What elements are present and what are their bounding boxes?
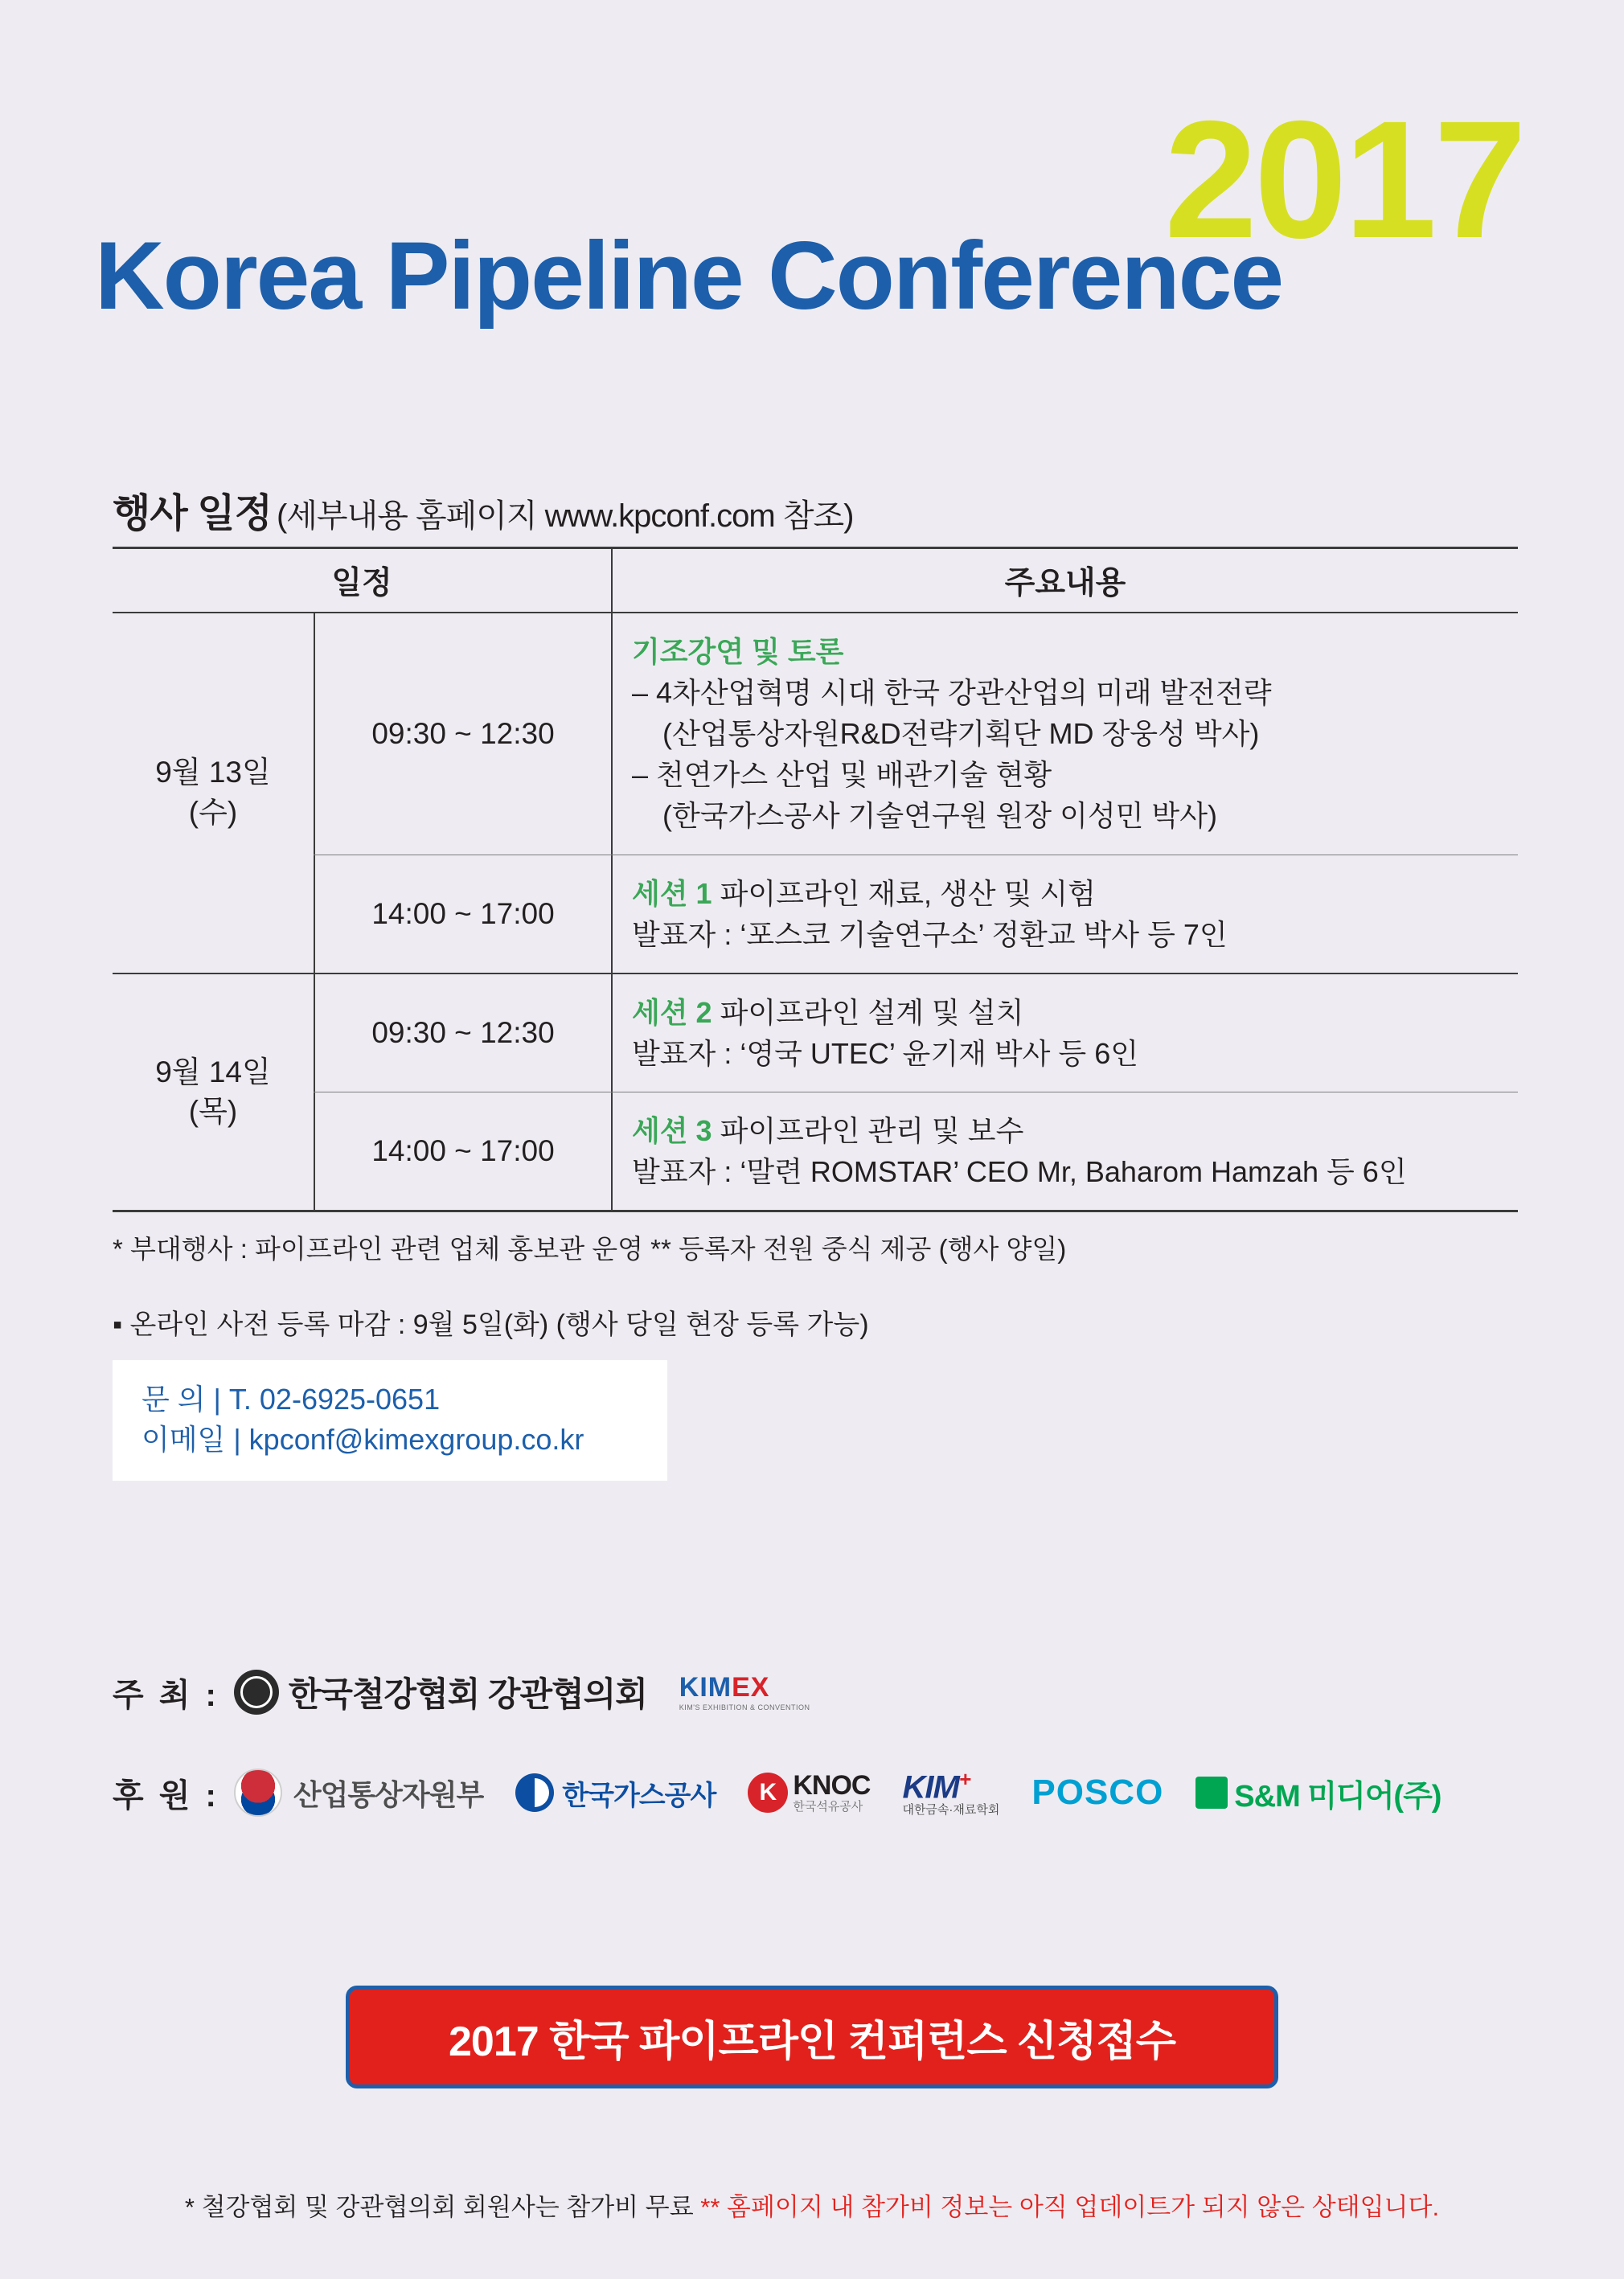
logo-ksa-steel-pipe [234, 1668, 647, 1716]
ksa-emblem-icon [234, 1670, 279, 1715]
contact-email: 이메일 | kpconf@kimexgroup.co.kr [141, 1422, 584, 1456]
title-main: Korea Pipeline Conference [95, 222, 1283, 330]
logo-kim [902, 1769, 999, 1817]
table-cell-day-weekday: (목) [188, 1095, 238, 1129]
contact-phone: 문 의 | T. 02-6925-0651 [141, 1383, 441, 1416]
keynote-item-2-sub: (한국가스공사 기술연구원 원장 이성민 박사) [662, 799, 1217, 833]
logo-motie [234, 1769, 483, 1817]
logo-kogas [515, 1773, 716, 1813]
logo-kim-sub: 대한금속·재료학회 [902, 1803, 1000, 1818]
keynote-item-1: – 4차산업혁명 시대 한국 강관산업의 미래 발전전략 [632, 676, 1272, 710]
logo-knoc [748, 1772, 870, 1813]
table-group-rows [314, 613, 1518, 973]
session-label: 세션 2 [632, 995, 712, 1029]
table-subrow [314, 974, 1518, 1092]
schedule-heading-strong: 행사 일정 [113, 492, 272, 535]
apply-button[interactable] [346, 1986, 1278, 2088]
table-header-content: 주요내용 [611, 549, 1518, 612]
session-title: 파이프라인 설계 및 설치 [720, 995, 1024, 1029]
host-row [113, 1668, 843, 1716]
session-label: 세션 3 [632, 1113, 712, 1147]
session-title: 파이프라인 재료, 생산 및 시험 [720, 876, 1096, 910]
note-side-events: * 부대행사 : 파이프라인 관련 업체 홍보관 운영 ** 등록자 전원 중식 제공 (행사 양일) [113, 1234, 1067, 1264]
contact-box [113, 1360, 667, 1481]
table-cell-day-weekday: (수) [188, 796, 238, 830]
schedule-heading-sub: (세부내용 홈페이지 www.kpconf.com 참조) [276, 498, 854, 534]
table-cell-time: 14:00 ~ 17:00 [314, 855, 611, 973]
table-group-rows [314, 974, 1518, 1210]
table-header-row [113, 549, 1518, 613]
logo-motie-label: 산업통상자원부 [293, 1777, 484, 1811]
session-label: 세션 1 [632, 876, 712, 910]
logo-posco [1031, 1773, 1163, 1813]
table-cell-description [611, 974, 1518, 1092]
session-heading [632, 873, 1518, 914]
logo-kimex-label: KIMEX [679, 1671, 770, 1703]
logo-ksa-label: 한국철강협회 강관협의회 [288, 1675, 647, 1713]
session-title: 파이프라인 관리 및 보수 [720, 1113, 1024, 1147]
table-cell-time: 14:00 ~ 17:00 [314, 1092, 611, 1210]
keynote-title: 기조강연 및 토론 [632, 635, 844, 668]
table-cell-day [113, 974, 314, 1210]
table-subrow [314, 1092, 1518, 1210]
table-subrow [314, 613, 1518, 855]
logo-kogas-label: 한국가스공사 [562, 1780, 716, 1811]
table-cell-time: 09:30 ~ 12:30 [314, 974, 611, 1092]
table-subrow [314, 855, 1518, 973]
keynote-item-1-sub: (산업통상자원R&D전략기획단 MD 장웅성 박사) [662, 717, 1260, 751]
table-cell-day [113, 613, 314, 973]
schedule-table [113, 547, 1518, 1212]
support-row [113, 1769, 1473, 1817]
knoc-emblem-icon: K [748, 1773, 788, 1813]
session-heading [632, 1110, 1518, 1151]
logo-kim-label: KIM+ [902, 1767, 970, 1806]
footer-note [0, 2187, 1624, 2223]
table-cell-description [611, 1092, 1518, 1210]
logo-knoc-label: KNOC [793, 1770, 871, 1801]
poster-title-block [0, 87, 1624, 370]
session-heading [632, 992, 1518, 1033]
footer-note-left: * 철강협회 및 강관협의회 회원사는 참가비 무료 [184, 2193, 694, 2221]
logo-knoc-sub: 한국석유공사 [793, 1800, 863, 1814]
table-cell-day-date: 9월 13일 [155, 756, 271, 789]
logo-kimex-sub: KIM'S EXHIBITION & CONVENTION [679, 1703, 810, 1711]
session-presenter: 발표자 : ‘말련 ROMSTAR’ CEO Mr, Baharom Hamzah 등 6인 [632, 1155, 1407, 1189]
host-label: 주 최 : [113, 1677, 219, 1713]
session-presenter: 발표자 : ‘영국 UTEC’ 윤기재 박사 등 6인 [632, 1036, 1139, 1070]
logo-snm-media [1195, 1771, 1441, 1815]
table-cell-description [611, 613, 1518, 855]
title-year: 2017 [1164, 87, 1524, 273]
table-row [113, 974, 1518, 1210]
table-cell-description [611, 855, 1518, 973]
table-cell-time: 09:30 ~ 12:30 [314, 613, 611, 855]
logo-posco-label: POSCO [1031, 1773, 1164, 1813]
apply-button-label: 2017 한국 파이프라인 컨퍼런스 신청접수 [449, 2018, 1175, 2065]
note-registration-deadline: ▪ 온라인 사전 등록 마감 : 9월 5일(화) (행사 당일 현장 등록 가능) [113, 1310, 869, 1340]
kogas-emblem-icon [515, 1773, 554, 1812]
table-header-date: 일정 [331, 566, 392, 600]
session-presenter: 발표자 : ‘포스코 기술연구소’ 정환교 박사 등 7인 [632, 917, 1228, 951]
table-row [113, 613, 1518, 974]
snm-emblem-icon [1195, 1777, 1228, 1809]
table-cell-day-date: 9월 14일 [155, 1055, 271, 1088]
footer-note-right: ** 홈페이지 내 참가비 정보는 아직 업데이트가 되지 않은 상태입니다. [700, 2193, 1440, 2221]
support-label: 후 원 : [113, 1777, 219, 1814]
schedule-heading [113, 482, 853, 539]
logo-snm-label: S&M 미디어(주) [1234, 1779, 1442, 1814]
taegeuk-icon [234, 1769, 282, 1817]
logo-kimex [679, 1671, 810, 1711]
keynote-item-2: – 천연가스 산업 및 배관기술 현황 [632, 758, 1052, 792]
